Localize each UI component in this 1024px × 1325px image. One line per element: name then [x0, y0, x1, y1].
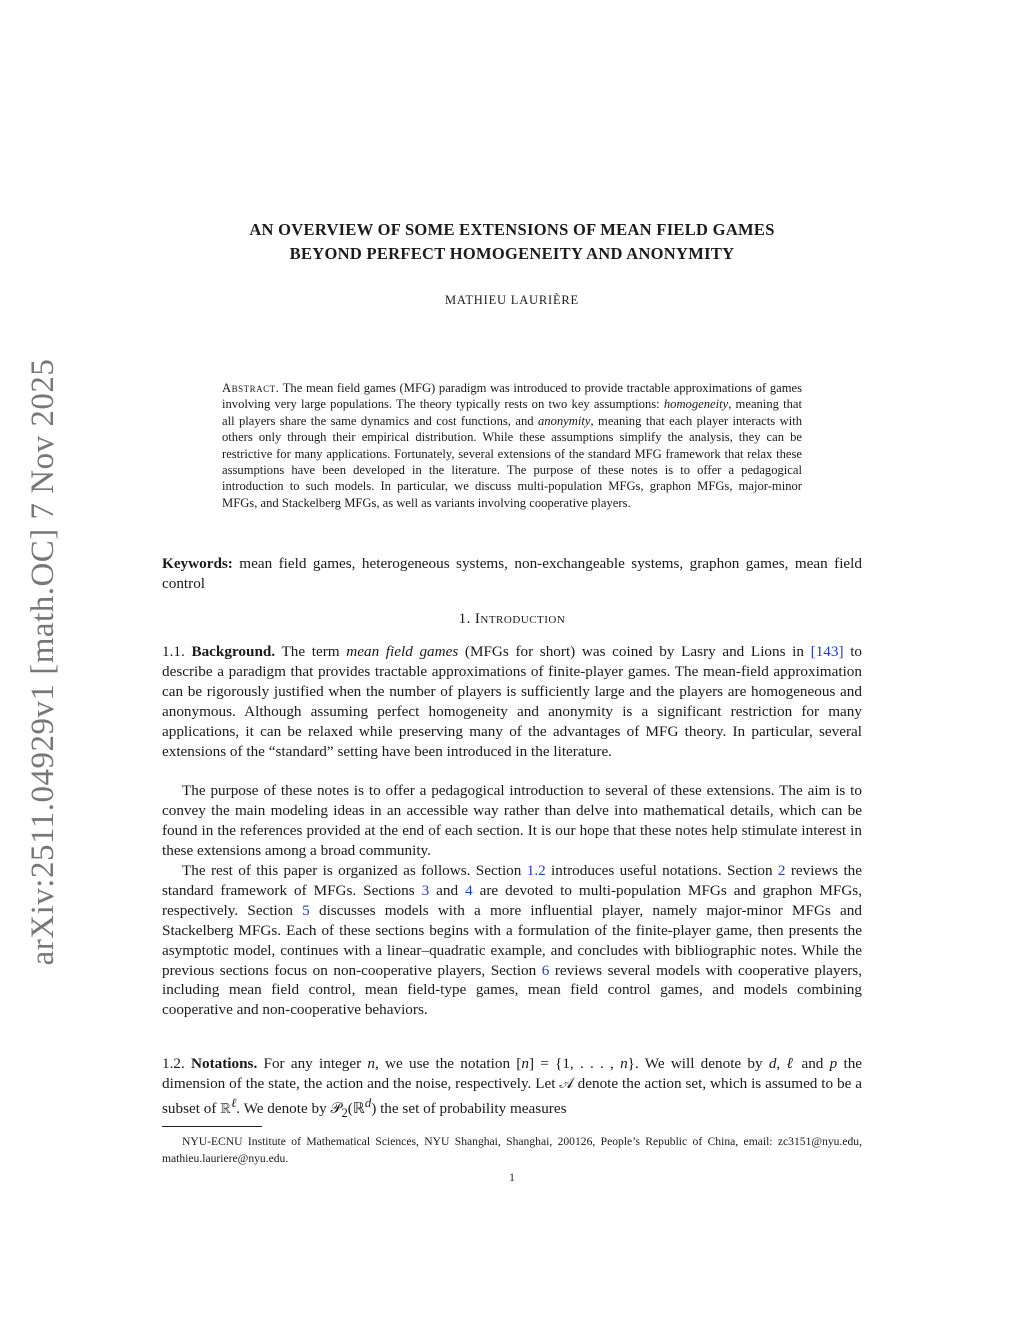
body-text: reviews several models with cooperative players, including mean field control, mean field-type games, mean field control games, and models combining cooperative and non-cooperative behaviors.	[162, 961, 862, 1019]
footnote-affiliation: NYU-ECNU Institute of Mathematical Sciences, NYU Shanghai, Shanghai, 200126, People’s Republic of China,	[182, 1135, 739, 1148]
body-text: reviews the standard framework of MFGs. Sections	[162, 862, 862, 899]
body-text: and	[429, 881, 466, 899]
section-title: Introduction	[474, 611, 566, 627]
paragraph-purpose: The purpose of these notes is to offer a pedagogical introduction to several of these extensions. The aim is to convey the main modeling ideas in an accessible way rather than delve into mathematical details, which can be found in the references provided at the end of each section. It is our hope that these notes help stimulate interest in these extensions among a broad community.	[162, 782, 862, 859]
body-text: discusses models with a more influential player, namely major-minor MFGs and Stackelberg MFGs. Each of these sections begins with a formulation of the finite-player game, then presents the asymptotic model, continues with a linear–quadratic example, and concludes with bibliographic notes. While the previous sections focus on non-cooperative players, Section	[162, 901, 862, 979]
body-text: The rest of this paper is organized as follows. Section	[182, 862, 527, 879]
body-text: }. We will denote by	[627, 1055, 769, 1072]
subsection-notations	[162, 1054, 862, 1124]
section-link-2[interactable]: 2	[777, 862, 786, 879]
body-text: , we use the notation [	[375, 1055, 522, 1072]
body-text: ) the set of probability measures	[371, 1099, 567, 1117]
body-text: For any integer	[257, 1055, 368, 1072]
subsection-number: 1.1.	[162, 643, 185, 660]
section-link-1-2[interactable]: 1.2	[526, 862, 546, 879]
math-superscript: ℓ	[230, 1095, 237, 1110]
arxiv-stamp[interactable]: arXiv:2511.04929v1 [math.OC] 7 Nov 2025	[25, 358, 61, 966]
title-line-1: AN OVERVIEW OF SOME EXTENSIONS OF MEAN FIELD GAMES	[249, 220, 775, 239]
footnote-rule	[162, 1126, 262, 1127]
abstract-label: Abstract.	[222, 381, 280, 395]
body-text: ] = {1, . . . ,	[528, 1055, 621, 1072]
math-symbol: n	[367, 1055, 376, 1072]
body-text: are devoted to multi-population MFGs and graphon MFGs, respectively. Section	[162, 881, 862, 919]
math-symbol: 𝒜	[559, 1074, 574, 1092]
section-link-6[interactable]: 6	[541, 961, 550, 979]
citation-link-143[interactable]: [143]	[810, 643, 844, 660]
body-text: The term	[275, 643, 347, 660]
subsection-background	[162, 642, 862, 761]
paper-title	[160, 218, 864, 266]
math-symbol: n	[521, 1055, 529, 1072]
emphasis-mean-field-games: mean field games	[346, 643, 459, 660]
title-line-2: BEYOND PERFECT HOMOGENEITY AND ANONYMITY	[289, 244, 735, 263]
body-text: to describe a paradigm that provides tractable approximations of finite-player games. The mean-field approximation can be rigorously justified when the number of players is sufficiently large and the players are homogeneous and anonymous. Although assuming perfect homogeneity and anonymity is a significant restriction for many applications, it can be relaxed while preserving many of the advantages of MFG theory. In particular, several extensions of the “standard” setting have been introduced in the literature.	[162, 643, 863, 760]
math-symbol: 𝒫	[330, 1099, 342, 1117]
subsection-number: 1.2.	[162, 1055, 185, 1072]
keywords-label: Keywords:	[162, 555, 233, 572]
body-text: denote the action set, which is assumed to be a subset of ℝ	[162, 1074, 862, 1117]
section-link-4[interactable]: 4	[465, 881, 473, 899]
body-text: and	[795, 1055, 830, 1072]
section-link-3[interactable]: 3	[421, 881, 430, 899]
body-text: (ℝ	[347, 1099, 365, 1117]
abstract	[222, 380, 802, 511]
abstract-emphasis-homogeneity: homogeneity	[663, 397, 729, 412]
abstract-text-3: , meaning that each player interacts with others only through their empirical distribution. While these assumptions simplify the analysis, they can be restrictive for many applications. Fortunately, several extensions of the standard MFG framework that relax these assumptions have been developed in the literature. The purpose of these notes is to offer a pedagogical introduction to such models. In particular, we discuss multi-population MFGs, graphon MFGs, major-minor MFGs, and Stackelberg MFGs, as well as variants involving cooperative players.	[222, 413, 802, 510]
body-text: the dimension of the state, the action and the noise, respectively. Let	[162, 1055, 863, 1092]
footnote-email: email: zc3151@nyu.edu, mathieu.lauriere@nyu.edu.	[162, 1135, 862, 1165]
section-link-5[interactable]: 5	[302, 901, 310, 919]
keywords	[162, 554, 862, 594]
body-text: . We denote by	[236, 1099, 331, 1117]
body-text: (MFGs for short) was coined by Lasry and Lions in	[458, 643, 811, 660]
subsection-title: Notations.	[191, 1055, 258, 1072]
math-subscript: 2	[341, 1105, 348, 1120]
math-symbol: p	[829, 1055, 838, 1072]
abstract-emphasis-anonymity: anonymity	[537, 413, 591, 428]
abstract-text-2: , meaning that all players share the same dynamics and cost functions, and	[222, 397, 802, 428]
page-number: 1	[509, 1172, 515, 1184]
section-heading-introduction	[162, 611, 862, 628]
math-superscript: d	[364, 1095, 372, 1110]
body-text: ,	[776, 1055, 787, 1072]
keywords-text: mean field games, heterogeneous systems, non-exchangeable systems, graphon games, mean field control	[162, 555, 862, 592]
subsection-title: Background.	[191, 643, 276, 660]
math-symbol: d	[768, 1055, 777, 1072]
footnote	[162, 1133, 862, 1167]
math-symbol: n	[620, 1055, 628, 1072]
section-number: 1.	[458, 611, 471, 627]
body-text: introduces useful notations. Section	[545, 862, 778, 879]
author-name: MATHIEU LAURIÈRE	[445, 293, 579, 307]
math-symbol: ℓ	[786, 1055, 796, 1072]
paragraph-organization	[162, 861, 862, 1020]
abstract-text-1: The mean field games (MFG) paradigm was introduced to provide tractable approximations of games involving very large populations. The theory typically rests on two key assumptions:	[222, 381, 802, 412]
